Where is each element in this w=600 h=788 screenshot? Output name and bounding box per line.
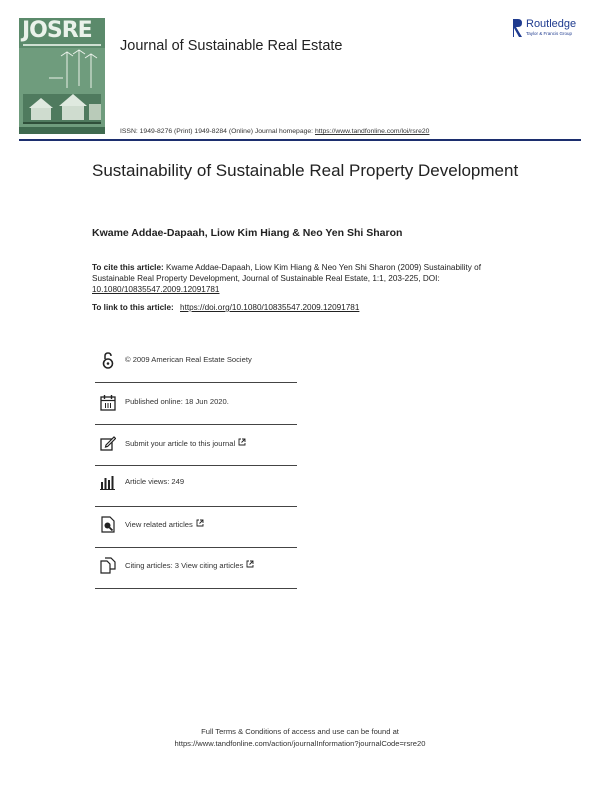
external-link-icon [238,438,246,446]
journal-title[interactable]: Journal of Sustainable Real Estate [120,38,343,54]
article-link-line [92,303,359,312]
article-views-label: Article views: 249 [125,477,185,486]
header-divider [19,139,581,141]
cite-label: To cite this article: [92,263,164,272]
journal-cover-image [19,18,105,134]
article-views-item [95,462,297,502]
journal-homepage-link[interactable]: https://www.tandfonline.com/loi/rsre20 [314,128,430,135]
open-access-icon [100,352,116,369]
citation-block [92,262,512,295]
published-item [95,382,297,422]
issn-line [120,128,429,135]
cite-text: Kwame Addae-Dapaah, Liow Kim Hiang & Neo Yen Shi Sharon (2009) Sustainability of Sustainable Real Property Development, Journal of Sustainable Real Estate, 1:1, 203-225, DOI: [92,263,481,283]
submit-article-link[interactable] [125,438,246,448]
copyright-label: © 2009 American Real Estate Society [125,355,252,364]
related-articles-link[interactable] [125,519,204,529]
publisher-subtitle: Taylor & Francis Group [526,31,573,36]
external-link-icon [196,519,204,527]
related-articles-label: View related articles [125,520,193,529]
link-label: To link to this article: [92,303,174,312]
external-link-icon [246,560,254,568]
submit-article-label: Submit your article to this journal [125,439,236,448]
citing-articles-label: Citing articles: 3 View citing articles [125,561,244,570]
related-articles-item[interactable] [95,504,297,544]
article-authors: Kwame Addae-Dapaah, Liow Kim Hiang & Neo Yen Shi Sharon [92,227,403,239]
published-label: Published online: 18 Jun 2020. [125,397,229,406]
edit-icon [100,435,116,452]
submit-article-item[interactable] [95,423,297,463]
cite-doi-link[interactable]: 10.1080/10835547.2009.12091781 [92,285,220,294]
cover-illustration-icon [19,48,105,128]
issn-text: ISSN: 1949-8276 (Print) 1949-8284 (Online) Journal homepage: [120,128,314,135]
article-doi-link[interactable]: https://doi.org/10.1080/10835547.2009.12091781 [180,303,360,312]
routledge-logo[interactable] [512,17,582,41]
citing-articles-icon [100,557,116,574]
copyright-item [95,340,297,380]
info-divider [95,588,297,589]
cover-rule [23,44,101,46]
bar-chart-icon [100,474,116,491]
publisher-name: Routledge [526,18,577,30]
cover-title: JOSRE [22,18,92,43]
calendar-icon [100,394,116,411]
routledge-mark-icon [512,18,523,38]
related-search-icon [100,516,116,533]
citing-articles-item[interactable] [95,545,297,585]
footer-terms-text: Full Terms & Conditions of access and use can be found at [201,727,399,736]
citing-articles-link[interactable] [125,560,254,570]
terms-footer [0,726,600,750]
article-title: Sustainability of Sustainable Real Property Development [92,161,519,180]
footer-terms-link[interactable]: https://www.tandfonline.com/action/journalInformation?journalCode=rsre20 [174,739,426,748]
cover-footer-band [19,127,105,134]
